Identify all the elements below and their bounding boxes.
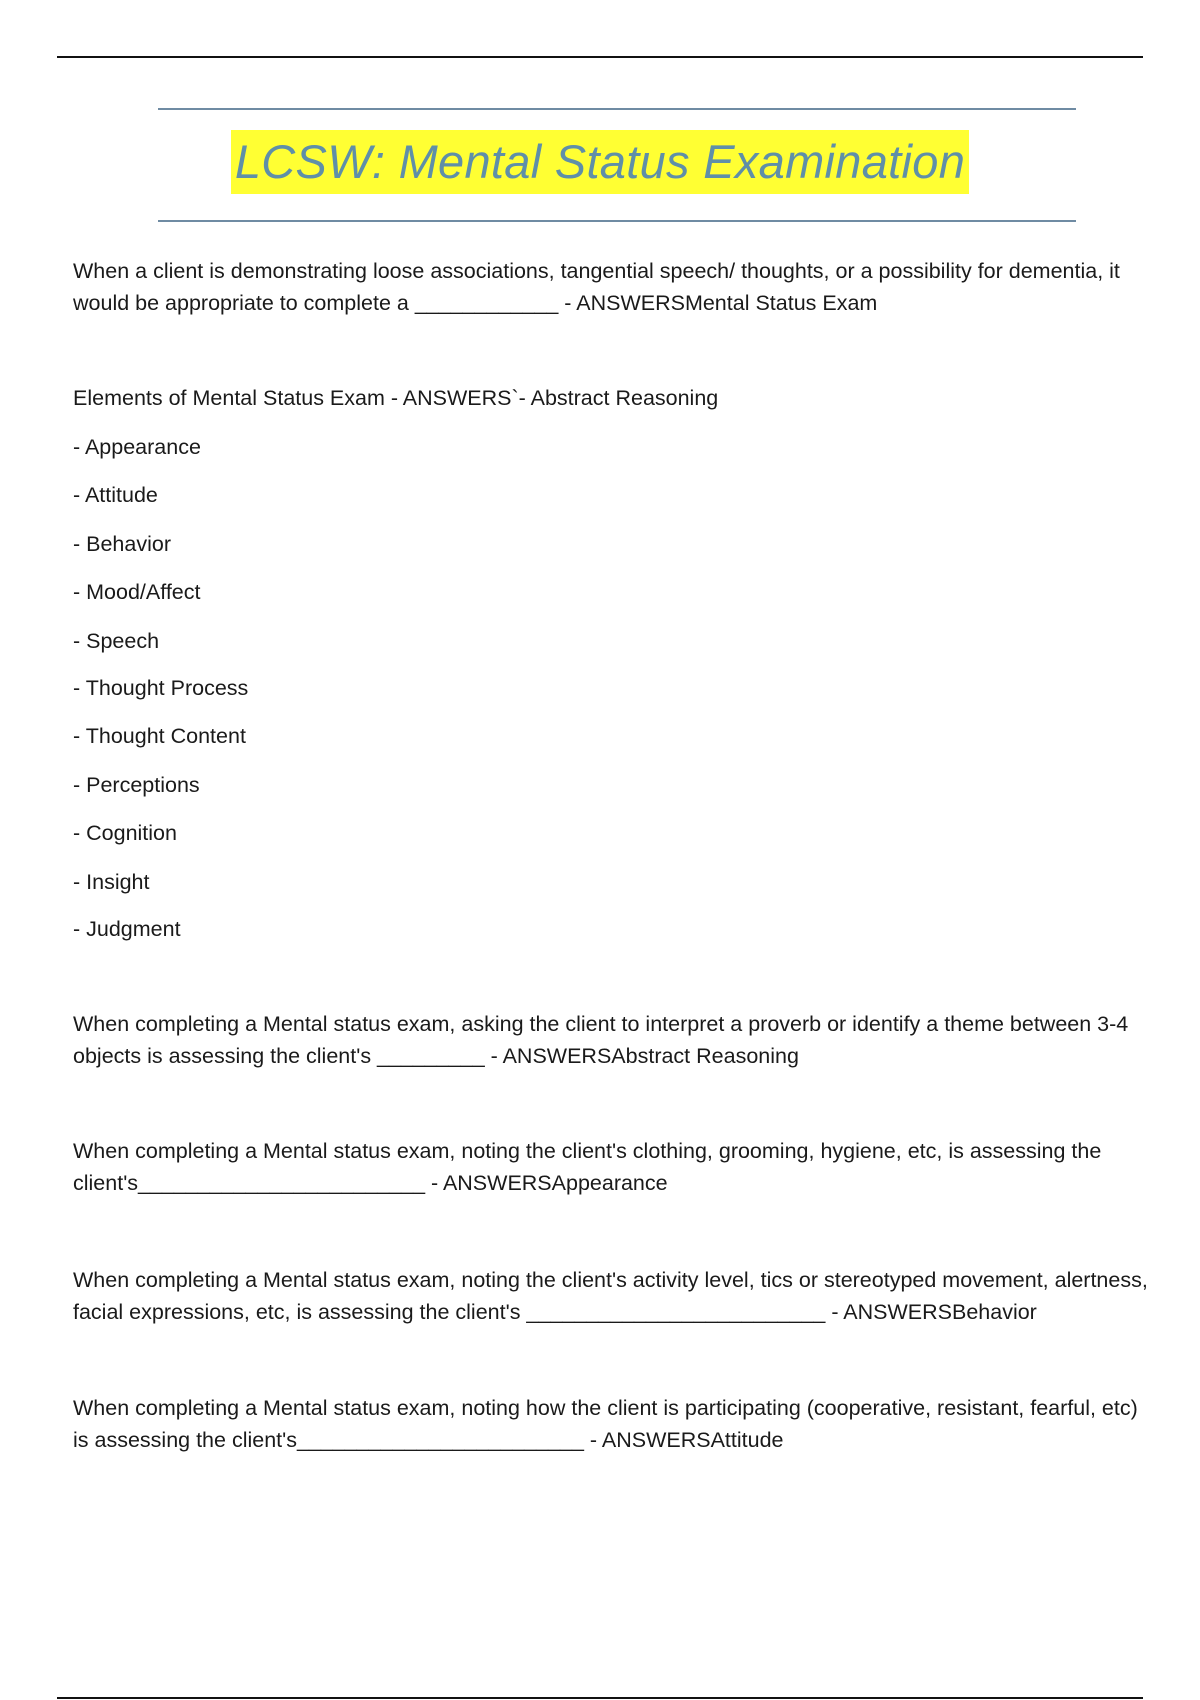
title-block (0, 130, 1200, 194)
page-top-rule (57, 56, 1143, 58)
question-abstract-reasoning: When completing a Mental status exam, asking the client to interpret a proverb or identify a theme between 3-4 objects is assessing the client's _________ - ANSWERSAbstract Reasoning (73, 1012, 1129, 1068)
elements-heading: Elements of Mental Status Exam - ANSWERS`- Abstract Reasoning (73, 386, 719, 410)
list-item: - Judgment (73, 917, 181, 941)
title-upper-rule (158, 108, 1076, 110)
question-mental-status-exam: When a client is demonstrating loose associations, tangential speech/ thoughts, or a possibility for dementia, it would be appropriate to complete a ____________ - ANSWERSMental Status Exam (73, 259, 1120, 315)
list-item: - Cognition (73, 821, 177, 845)
list-item: - Insight (73, 870, 150, 894)
question-behavior: When completing a Mental status exam, noting the client's activity level, tics or stereotyped movement, alertness, facial expressions, etc, is assessing the client's _________________________ - ANSWERSBehavior (73, 1268, 1148, 1324)
list-item: - Attitude (73, 483, 158, 507)
list-item: - Behavior (73, 532, 171, 556)
question-appearance: When completing a Mental status exam, noting the client's clothing, grooming, hygiene, etc, is assessing the client's________________________ - ANSWERSAppearance (73, 1139, 1102, 1195)
list-item: - Mood/Affect (73, 580, 201, 604)
question-attitude: When completing a Mental status exam, noting how the client is participating (cooperative, resistant, fearful, etc) is assessing the client's________________________ - ANSWERSAttitude (73, 1396, 1138, 1452)
list-item: - Thought Process (73, 676, 249, 700)
title-lower-rule (158, 220, 1076, 222)
list-item: - Thought Content (73, 724, 246, 748)
list-item: - Perceptions (73, 773, 200, 797)
page-bottom-rule (57, 1697, 1143, 1699)
list-item: - Appearance (73, 435, 201, 459)
list-item: - Speech (73, 629, 160, 653)
document-title: LCSW: Mental Status Examination (231, 130, 969, 194)
